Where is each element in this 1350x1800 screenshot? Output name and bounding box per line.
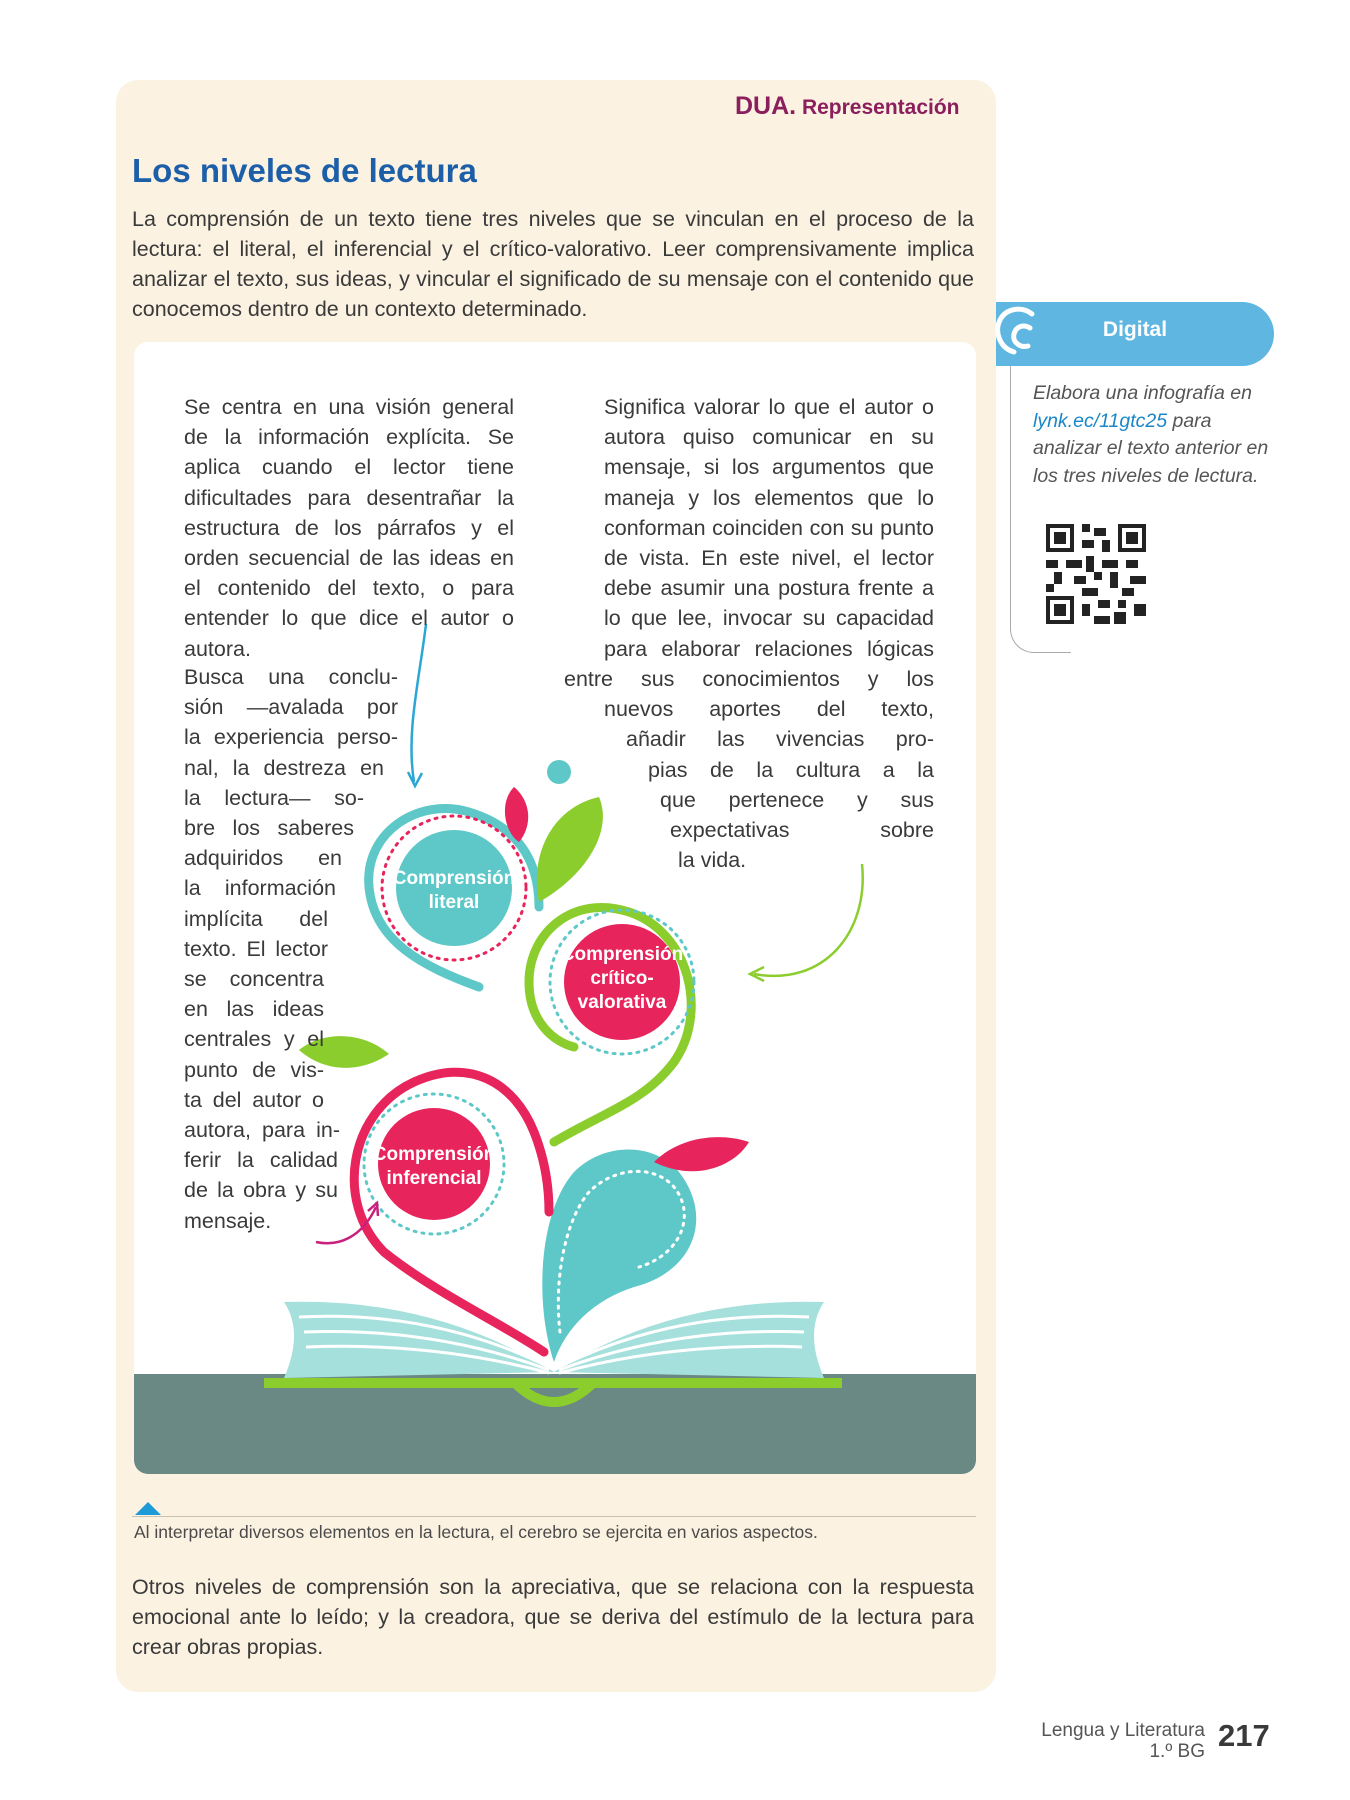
inferencial-line-16: autora, para in-: [184, 1118, 340, 1143]
inferencial-line-11: se concentra: [184, 967, 324, 992]
digital-c-icon: [992, 304, 1046, 364]
inferencial-line-7: adquiridos en: [184, 846, 342, 871]
inferencial-line-10: texto. El lector: [184, 936, 328, 961]
inferencial-line-17: ferir la calidad: [184, 1148, 338, 1173]
critico-line-1: entre sus conocimientos y los: [564, 667, 934, 691]
critico-label-2: crítico-: [590, 968, 654, 989]
inferencial-label-2: inferencial: [386, 1168, 482, 1189]
literal-description: Se centra en una visión general de la información explícita. Se aplica cuando el lector tiene dificultades para desentrañar la estructura de los párrafos y el orden secuencial de las ideas en el contenido del texto, o para entender lo que dice el autor o autora.: [184, 395, 514, 661]
dua-label: [735, 92, 960, 121]
inferencial-line-3: la experiencia perso-: [184, 725, 398, 750]
inferencial-line-12: en las ideas: [184, 997, 324, 1022]
inferencial-line-8: la información: [184, 876, 336, 901]
literal-label-2: literal: [428, 892, 480, 913]
critico-line-6: expectativas sobre: [670, 818, 934, 843]
critico-label-3: valorativa: [577, 992, 667, 1013]
digital-label: Digital: [1102, 318, 1168, 341]
closing-paragraph: Otros niveles de comprensión son la apreciativa, que se relaciona con la respuesta emocional ante lo leído; y la creadora, que se deriva del estímulo de la lectura para crear obras propias.: [132, 1575, 974, 1659]
critico-line-3: añadir las vivencias pro-: [626, 727, 934, 752]
caption-divider: [132, 1516, 976, 1517]
footer-subject-name: Lengua y Literatura: [1041, 1720, 1205, 1741]
inferencial-line-9: implícita del: [184, 906, 328, 931]
digital-instructions: [1033, 380, 1273, 490]
critico-line-5: que pertenece y sus: [660, 787, 934, 812]
inferencial-line-19: mensaje.: [184, 1208, 272, 1233]
literal-label-1: Comprensión: [392, 868, 516, 889]
footer-subject: [1041, 1720, 1205, 1762]
critico-description: Significa valorar lo que el autor o autora quiso comunicar en su mensaje, si los argumentos que maneja y los elementos que lo conforman coinciden con su punto de vista. En este nivel, el lector debe asumir una postura frente a lo que lee, invocar su capacidad para elaborar relaciones lógicas: [604, 395, 934, 661]
digital-text-before: Elabora una infografía en: [1033, 382, 1252, 404]
inferencial-line-18: de la obra y su: [184, 1178, 338, 1203]
page-title: Los niveles de lectura: [132, 152, 477, 189]
inferencial-line-15: ta del autor o: [184, 1087, 324, 1112]
dua-prefix: DUA.: [735, 92, 797, 120]
inferencial-label-1: Comprensión: [372, 1144, 496, 1165]
figure-caption: Al interpretar diversos elementos en la lectura, el cerebro se ejercita en varios aspectos.: [134, 1522, 818, 1542]
page-number: 217: [1218, 1718, 1270, 1753]
inferencial-line-6: bre los saberes: [184, 816, 354, 841]
inferencial-line-14: punto de vis-: [184, 1057, 324, 1082]
critico-label-1: Comprensión: [560, 944, 684, 965]
inferencial-line-13: centrales y el: [184, 1027, 324, 1052]
inferencial-line-1: Busca una conclu-: [184, 665, 398, 689]
intro-paragraph: La comprensión de un texto tiene tres niveles que se vinculan en el proceso de la lectura: el literal, el inferencial y el crítico-valorativo. Leer comprensivamente implica analizar el texto, sus ideas, y vincular el significado de su mensaje con el contenido que conocemos dentro de un contexto determinado.: [132, 207, 974, 321]
qr-code-icon[interactable]: [1046, 524, 1146, 624]
inferencial-line-2: sión —avalada por: [184, 695, 398, 720]
infographic-card: [134, 342, 976, 1474]
critico-line-4: pias de la cultura a la: [648, 757, 934, 782]
critico-line-7: la vida.: [678, 848, 747, 873]
inferencial-line-4: nal, la destreza en: [184, 755, 384, 780]
dua-text: Representación: [801, 96, 960, 119]
critico-line-2: nuevos aportes del texto,: [604, 697, 934, 722]
critico-description-tail: [534, 664, 934, 875]
footer-grade: 1.º BG: [1149, 1741, 1205, 1762]
inferencial-line-5: la lectura— so-: [184, 785, 364, 810]
ground-band: [134, 1374, 976, 1474]
digital-link[interactable]: lynk.ec/11gtc25: [1033, 409, 1168, 432]
caption-triangle-icon: [135, 1502, 161, 1515]
inferencial-description: [184, 662, 398, 1236]
pink-leaf-shape: [654, 1137, 749, 1171]
digital-text-after: para analizar el texto anterior en los tres niveles de lectura.: [1033, 409, 1269, 487]
green-arrow: [754, 864, 863, 976]
